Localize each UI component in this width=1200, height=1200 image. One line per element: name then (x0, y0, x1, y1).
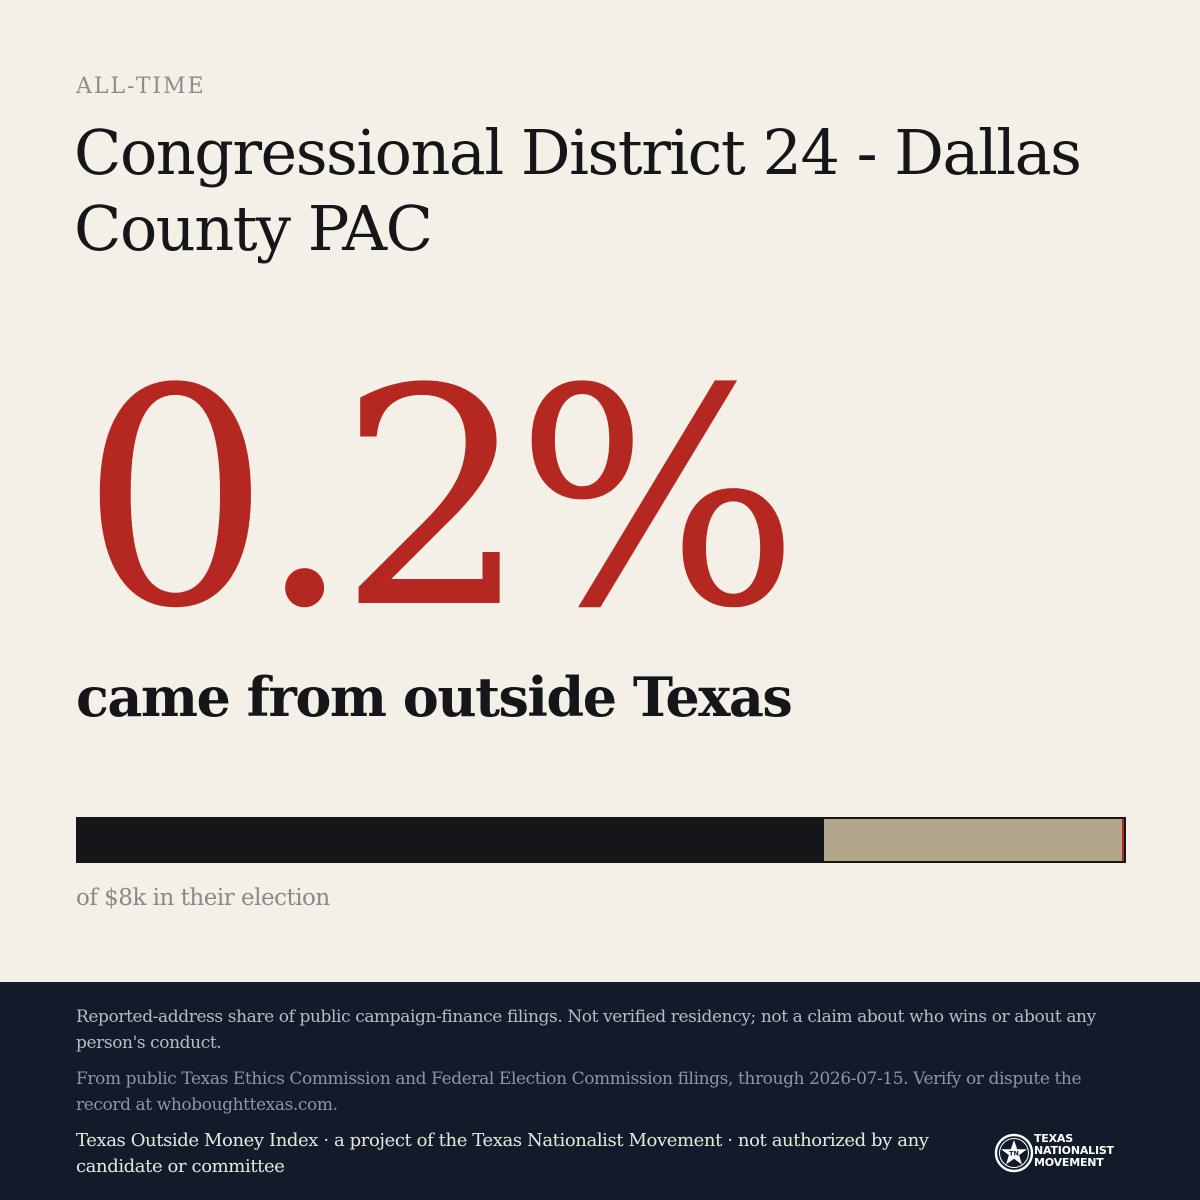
bar-segment-dark (78, 819, 824, 861)
page-title: Congressional District 24 - Dallas County PAC (74, 116, 1081, 265)
tnm-logo-wordmark (1034, 1133, 1114, 1169)
bar-caption: of $8k in their election (76, 885, 330, 911)
svg-text:TN: TN (1009, 1149, 1019, 1158)
footer (0, 982, 1200, 1200)
share-bar (76, 817, 1126, 863)
footer-credit: Texas Outside Money Index · a project of the Texas Nationalist Movement · not authorized by any candidate or committee (76, 1130, 929, 1177)
logo-line-3: MOVEMENT (1034, 1156, 1104, 1169)
outside-share-subhead: came from outside Texas (76, 665, 792, 729)
eyebrow-label: ALL-TIME (76, 74, 206, 99)
star-seal-icon (994, 1133, 1034, 1173)
footer-disclaimer: Reported-address share of public campaign-finance filings. Not verified residency; not a claim about who wins or about any person's conduct. (76, 1007, 1096, 1053)
logo-line-2: NATIONALIST (1034, 1144, 1114, 1157)
logo-line-1: TEXAS (1034, 1132, 1073, 1145)
bar-segment-outside-texas (1122, 819, 1124, 861)
footer-source: From public Texas Ethics Commission and Federal Election Commission filings, through 2026-07-15. Verify or dispute the record at whoboughttexas.com. (76, 1069, 1082, 1115)
tnm-logo (994, 1131, 1124, 1175)
outside-share-percent: 0.2% (80, 325, 787, 674)
